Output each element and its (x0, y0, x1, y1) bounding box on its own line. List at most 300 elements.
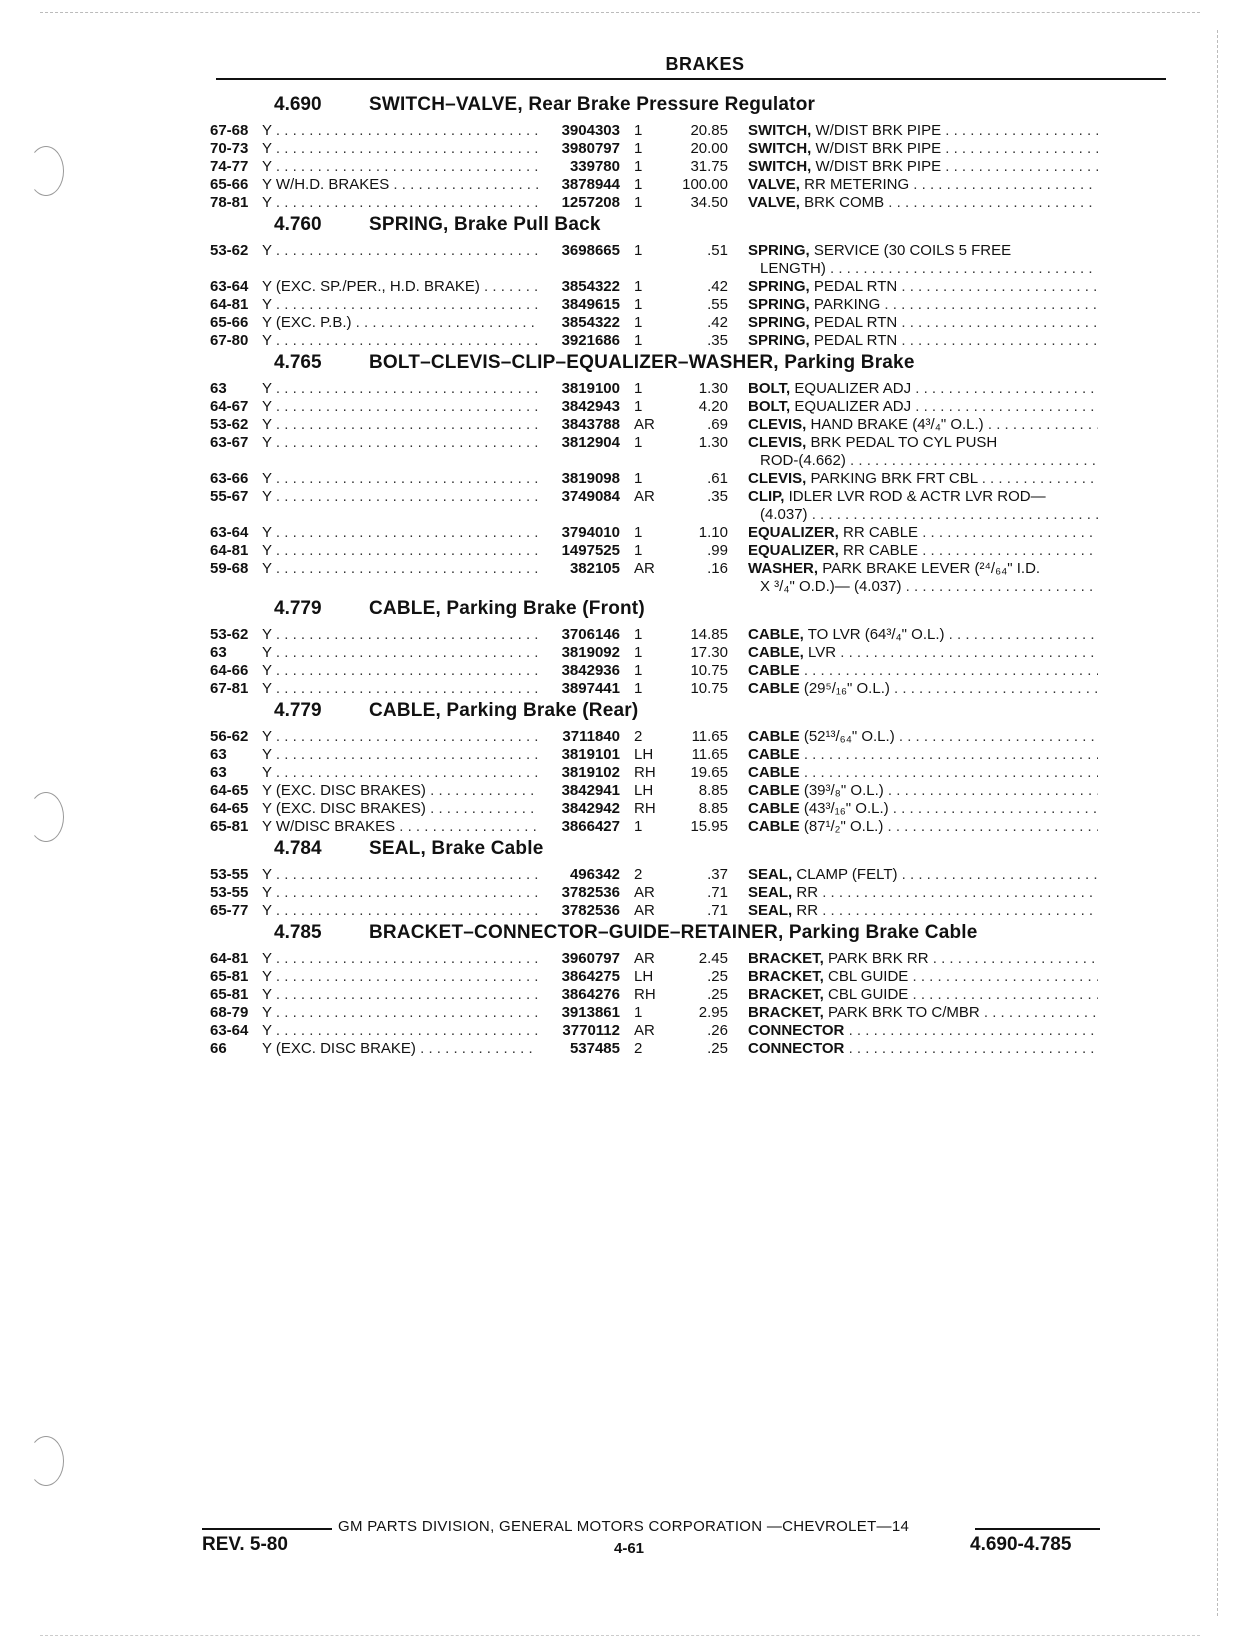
model-years: 64-65 (210, 800, 249, 817)
price: 10.75 (690, 680, 728, 697)
description-line (748, 866, 1098, 884)
description (728, 488, 1098, 524)
quantity: 2 (634, 866, 643, 883)
description-text (748, 746, 1098, 763)
model-text: Y . . . (262, 728, 538, 745)
page-edge-top (40, 12, 1200, 13)
section-number: 4.784 (274, 838, 322, 859)
price: .25 (707, 968, 728, 985)
price: .35 (707, 488, 728, 505)
quantity: 1 (634, 296, 643, 313)
description-line (748, 884, 1098, 902)
model-text: Y (EXC. SP./PER., H.D. BRAKE) . . . (262, 278, 538, 295)
part-number: 3842943 (561, 398, 620, 415)
description-text (748, 902, 1098, 919)
model-years: 67-81 (210, 680, 249, 697)
description (728, 818, 1098, 836)
description-text (748, 680, 1098, 697)
quantity: 1 (634, 140, 643, 157)
description-noun: CABLE (748, 800, 800, 817)
description-continuation-text: ROD-(4.662) . . . (760, 452, 1098, 469)
quantity: AR (634, 488, 655, 505)
part-row (210, 278, 1170, 296)
section-4-765 (210, 352, 1170, 596)
description-text (748, 560, 1040, 577)
description-noun: CLEVIS, (748, 470, 807, 487)
part-number: 3904303 (561, 122, 620, 139)
description-line (748, 644, 1098, 662)
description-line (748, 488, 1098, 506)
description-detail: (43³/₁₆" O.L.) (803, 800, 889, 817)
model-text: Y . . . (262, 122, 538, 139)
part-number: 3866427 (561, 818, 620, 835)
quantity: 1 (634, 626, 643, 643)
description-line (748, 968, 1098, 986)
part-number: 496342 (569, 866, 620, 883)
punch-hole (28, 1436, 64, 1486)
part-number: 3711840 (562, 728, 620, 745)
description-text (748, 626, 1098, 643)
model-text: Y . . . (262, 968, 538, 985)
quantity: 1 (634, 242, 643, 259)
quantity: 1 (634, 662, 643, 679)
description-line (748, 416, 1098, 434)
description-line (748, 746, 1098, 764)
description-line (748, 986, 1098, 1004)
description-noun: SPRING, (748, 314, 810, 331)
description-text (748, 866, 1098, 883)
description-line (748, 950, 1098, 968)
description (728, 728, 1098, 746)
part-row (210, 728, 1170, 746)
model-years: 64-81 (210, 950, 249, 967)
description (728, 380, 1098, 398)
quantity: 1 (634, 542, 643, 559)
description-line (748, 296, 1098, 314)
part-row (210, 782, 1170, 800)
model-application (262, 122, 538, 140)
part-row (210, 950, 1170, 968)
description-detail: LVR (808, 644, 837, 661)
quantity: LH (634, 746, 654, 763)
part-row (210, 818, 1170, 836)
model-years: 53-55 (210, 884, 249, 901)
description-noun: SEAL, (748, 866, 793, 883)
model-application (262, 488, 538, 524)
model-application (262, 380, 538, 398)
description-text (748, 416, 1098, 433)
description-noun: CABLE (748, 728, 800, 745)
price: .51 (707, 242, 728, 259)
description-noun: CABLE (748, 746, 800, 763)
model-years: 63-64 (210, 278, 249, 295)
part-number: 382105 (569, 560, 620, 577)
part-row (210, 194, 1170, 212)
description-text (748, 176, 1098, 193)
part-number: 1257208 (561, 194, 620, 211)
model-application (262, 968, 538, 986)
description-noun: SEAL, (748, 902, 793, 919)
model-application (262, 1004, 538, 1022)
description-text (748, 158, 1098, 175)
model-text: Y . . . (262, 296, 538, 313)
price: .55 (707, 296, 728, 313)
part-row (210, 542, 1170, 560)
description (728, 902, 1098, 920)
description-text (748, 644, 1098, 661)
description-noun: BOLT, (748, 380, 791, 397)
description-line (748, 728, 1098, 746)
description-detail: PEDAL RTN (813, 332, 898, 349)
description-detail: BRK PEDAL TO CYL PUSH (810, 434, 998, 451)
model-text: Y . . . (262, 950, 538, 967)
part-number: 3842942 (561, 800, 620, 817)
description-noun: CABLE (748, 764, 800, 781)
description-line (748, 662, 1098, 680)
price: .26 (707, 1022, 728, 1039)
description (728, 542, 1098, 560)
model-years: 53-62 (210, 626, 249, 643)
description (728, 800, 1098, 818)
description (728, 416, 1098, 434)
description-detail: EQUALIZER ADJ (794, 398, 912, 415)
description-detail: IDLER LVR ROD & ACTR LVR ROD— (788, 488, 1046, 505)
price: 10.75 (690, 662, 728, 679)
description-noun: CABLE (748, 782, 800, 799)
description-text (748, 380, 1098, 397)
part-number: 1497525 (561, 542, 620, 559)
description-noun: VALVE, (748, 194, 800, 211)
quantity: 2 (634, 728, 643, 745)
model-text: Y . . . (262, 140, 538, 157)
description-line (748, 560, 1098, 578)
model-text: Y . . . (262, 680, 538, 697)
description-detail: RR METERING (804, 176, 910, 193)
description (728, 680, 1098, 698)
section-heading (210, 922, 1170, 950)
description-line (748, 332, 1098, 350)
part-number: 3812904 (561, 434, 620, 451)
quantity: 1 (634, 176, 643, 193)
price: .35 (707, 332, 728, 349)
price: .25 (707, 1040, 728, 1057)
model-application (262, 884, 538, 902)
price: .25 (707, 986, 728, 1003)
description-noun: CLEVIS, (748, 416, 807, 433)
model-text: Y . . . (262, 746, 538, 763)
model-application (262, 644, 538, 662)
description-text (748, 662, 1098, 679)
description-text (748, 122, 1098, 139)
description (728, 296, 1098, 314)
part-number: 3897441 (561, 680, 620, 697)
description (728, 1022, 1098, 1040)
description (728, 314, 1098, 332)
page-edge-right (1217, 30, 1218, 1616)
part-row (210, 746, 1170, 764)
quantity: 1 (634, 380, 643, 397)
description-text (748, 434, 997, 451)
quantity: RH (634, 800, 656, 817)
price: .42 (707, 278, 728, 295)
model-years: 68-79 (210, 1004, 249, 1021)
section-title: BRACKET–CONNECTOR–GUIDE–RETAINER, Parking Brake Cable (369, 922, 978, 943)
model-years: 63 (210, 644, 227, 661)
model-text: Y . . . (262, 662, 538, 679)
part-row (210, 968, 1170, 986)
description-line (748, 398, 1098, 416)
description-detail: (87¹/₂" O.L.) (803, 818, 884, 835)
model-text: Y . . . (262, 866, 538, 883)
description-noun: EQUALIZER, (748, 524, 839, 541)
section-heading (210, 352, 1170, 380)
part-number: 3980797 (561, 140, 620, 157)
description-noun: WASHER, (748, 560, 819, 577)
description-noun: BOLT, (748, 398, 791, 415)
part-row (210, 380, 1170, 398)
description-text (748, 332, 1098, 349)
part-row (210, 560, 1170, 596)
model-text: Y . . . (262, 158, 538, 175)
description-detail: CBL GUIDE (828, 968, 909, 985)
description (728, 194, 1098, 212)
price: 19.65 (690, 764, 728, 781)
quantity: 1 (634, 158, 643, 175)
model-application (262, 416, 538, 434)
description (728, 140, 1098, 158)
model-application (262, 434, 538, 470)
model-years: 55-67 (210, 488, 249, 505)
description-detail: (52¹³/₆₄" O.L.) (803, 728, 895, 745)
model-application (262, 866, 538, 884)
description (728, 884, 1098, 902)
description (728, 968, 1098, 986)
description (728, 746, 1098, 764)
model-application (262, 560, 538, 596)
description-line (748, 902, 1098, 920)
description (728, 866, 1098, 884)
part-number: 339780 (569, 158, 620, 175)
model-application (262, 950, 538, 968)
description-line (748, 278, 1098, 296)
model-years: 53-55 (210, 866, 249, 883)
section-number: 4.785 (274, 922, 322, 943)
description-line (748, 1040, 1098, 1058)
description (728, 986, 1098, 1004)
description-text (748, 1022, 1098, 1039)
footer-page-number: 4-61 (614, 1540, 645, 1557)
model-years: 64-81 (210, 542, 249, 559)
price: 1.30 (698, 380, 728, 397)
price: 34.50 (690, 194, 728, 211)
quantity: AR (634, 1022, 655, 1039)
description-detail: BRK COMB (804, 194, 885, 211)
part-number: 3854322 (561, 278, 620, 295)
description-continuation-text: LENGTH) . . . (760, 260, 1098, 277)
description-detail: HAND BRAKE (4³/₄" O.L.) (810, 416, 984, 433)
description-noun: VALVE, (748, 176, 800, 193)
description-noun: CLIP, (748, 488, 785, 505)
quantity: 1 (634, 278, 643, 295)
description-text (748, 986, 1098, 1003)
description-detail: (29⁵/₁₆" O.L.) (803, 680, 890, 697)
description (728, 434, 1098, 470)
part-row (210, 644, 1170, 662)
description-text (748, 296, 1098, 313)
description (728, 122, 1098, 140)
quantity: 1 (634, 680, 643, 697)
section-4-784 (210, 838, 1170, 920)
model-years: 63 (210, 764, 227, 781)
description-detail: W/DIST BRK PIPE (815, 122, 942, 139)
description-detail: RR (796, 884, 819, 901)
description-line (748, 380, 1098, 398)
part-row (210, 470, 1170, 488)
model-text: Y . . . (262, 884, 538, 901)
description-detail: PARKING BRK FRT CBL (810, 470, 978, 487)
section-title: SEAL, Brake Cable (369, 838, 544, 859)
description-noun: SPRING, (748, 278, 810, 295)
description-line (748, 542, 1098, 560)
description-detail: (39³/₈" O.L.) (803, 782, 884, 799)
model-text: Y . . . (262, 470, 538, 487)
model-years: 56-62 (210, 728, 249, 745)
description-text (748, 488, 1046, 505)
section-title: SWITCH–VALVE, Rear Brake Pressure Regulator (369, 94, 816, 115)
part-number: 3770112 (562, 1022, 620, 1039)
part-number: 3842936 (561, 662, 620, 679)
footer-corporation: GM PARTS DIVISION, GENERAL MOTORS CORPORATION —CHEVROLET—14 (338, 1518, 910, 1535)
description-detail: EQUALIZER ADJ (794, 380, 912, 397)
model-application (262, 242, 538, 278)
section-4-779 (210, 598, 1170, 698)
description-text (748, 800, 1098, 817)
model-text: Y . . . (262, 194, 538, 211)
model-application (262, 902, 538, 920)
footer-revision: REV. 5-80 (202, 1534, 288, 1555)
model-application (262, 1022, 538, 1040)
footer-rule-left (202, 1528, 332, 1530)
description-detail: PARKING (813, 296, 881, 313)
model-text: Y . . . (262, 560, 538, 577)
section-number: 4.760 (274, 214, 322, 235)
section-number: 4.779 (274, 700, 322, 721)
description-noun: SPRING, (748, 332, 810, 349)
price: .61 (707, 470, 728, 487)
section-number: 4.690 (274, 94, 322, 115)
part-row (210, 1004, 1170, 1022)
part-row (210, 398, 1170, 416)
description-text (748, 764, 1098, 781)
header-rule (216, 78, 1166, 80)
description-text (748, 470, 1098, 487)
model-application (262, 680, 538, 698)
description-line (748, 626, 1098, 644)
description-noun: CABLE (748, 680, 800, 697)
part-number: 3843788 (561, 416, 620, 433)
page-title: BRAKES (665, 54, 745, 74)
description-line (748, 158, 1098, 176)
description (728, 662, 1098, 680)
model-years: 65-81 (210, 818, 249, 835)
description-continuation (748, 452, 1098, 470)
section-heading (210, 214, 1170, 242)
model-application (262, 800, 538, 818)
model-text: Y W/DISC BRAKES . . . (262, 818, 538, 835)
price: 2.95 (698, 1004, 728, 1021)
part-row (210, 764, 1170, 782)
part-number: 3698665 (561, 242, 620, 259)
model-application (262, 542, 538, 560)
part-row (210, 524, 1170, 542)
description-continuation (748, 578, 1098, 596)
model-years: 65-66 (210, 176, 249, 193)
price: 2.45 (698, 950, 728, 967)
description-noun: CABLE (748, 662, 800, 679)
quantity: AR (634, 950, 655, 967)
part-row (210, 242, 1170, 278)
part-number: 3819102 (561, 764, 620, 781)
part-number: 3794010 (561, 524, 620, 541)
model-application (262, 470, 538, 488)
description (728, 332, 1098, 350)
part-row (210, 434, 1170, 470)
price: 11.65 (691, 728, 728, 745)
description-detail: W/DIST BRK PIPE (815, 140, 942, 157)
description-continuation-text: X ³/₄" O.D.)— (4.037) . . . (760, 578, 1098, 595)
description-text (748, 524, 1098, 541)
model-application (262, 818, 538, 836)
quantity: 1 (634, 332, 643, 349)
description-detail: RR CABLE (843, 542, 919, 559)
punch-hole (28, 792, 64, 842)
section-4-779 (210, 700, 1170, 836)
part-number: 3706146 (561, 626, 620, 643)
part-row (210, 1040, 1170, 1058)
model-years: 74-77 (210, 158, 249, 175)
punch-hole (28, 146, 64, 196)
price: 100.00 (682, 176, 728, 193)
description-text (748, 398, 1098, 415)
quantity: 1 (634, 434, 643, 451)
model-application (262, 662, 538, 680)
model-years: 63-66 (210, 470, 249, 487)
quantity: 1 (634, 194, 643, 211)
model-application (262, 194, 538, 212)
description-line (748, 524, 1098, 542)
price: .16 (707, 560, 728, 577)
part-row (210, 296, 1170, 314)
model-application (262, 764, 538, 782)
price: 20.00 (690, 140, 728, 157)
description (728, 1004, 1098, 1022)
section-4-690 (210, 94, 1170, 212)
quantity: 1 (634, 644, 643, 661)
part-number: 3913861 (561, 1004, 620, 1021)
price: .42 (707, 314, 728, 331)
quantity: 1 (634, 398, 643, 415)
section-4-760 (210, 214, 1170, 350)
description-line (748, 782, 1098, 800)
part-row (210, 122, 1170, 140)
price: .37 (707, 866, 728, 883)
quantity: LH (634, 968, 654, 985)
part-row (210, 1022, 1170, 1040)
description (728, 242, 1098, 278)
model-text: Y . . . (262, 488, 538, 505)
description (728, 1040, 1098, 1058)
model-text: Y . . . (262, 242, 538, 259)
